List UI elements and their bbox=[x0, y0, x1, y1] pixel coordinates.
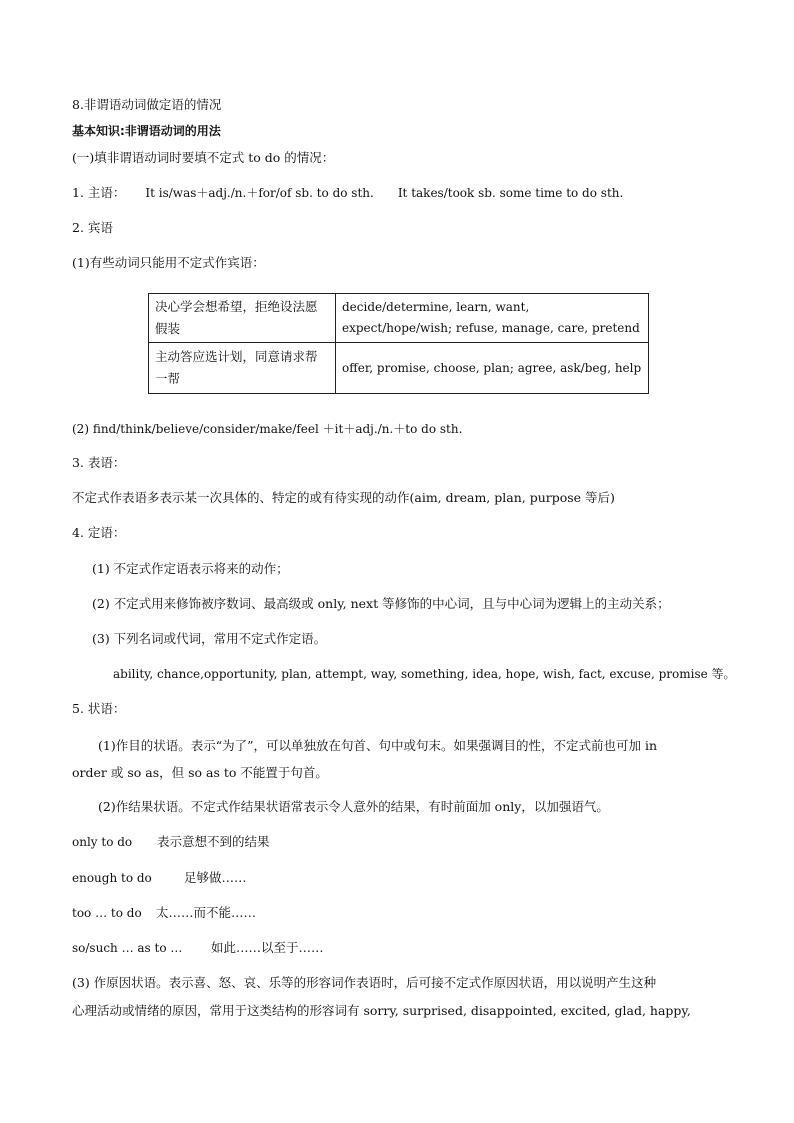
adverbial-p3-line1: (3) 作原因状语。表示喜、怒、哀、乐等的形容词作表语时，后可接不定式作原因状语，用以说明产生这种 bbox=[72, 975, 657, 990]
subject-pattern-b: It takes/took sb. some time to do sth. bbox=[397, 186, 624, 200]
predicative-text: 不定式作表语多表示某一次具体的、特定的或有待实现的动作(aim, dream, plan, purpose 等后) bbox=[72, 490, 615, 505]
item-subject bbox=[72, 184, 623, 202]
basic-knowledge-title: 基本知识:非谓语动词的用法 bbox=[72, 124, 221, 138]
table-cell-verbs: offer, promise, choose, plan; agree, ask/beg, help bbox=[336, 343, 649, 394]
phrase-zh: 如此……以至于…… bbox=[211, 940, 324, 955]
adverbial-p2: (2)作结果状语。不定式作结果状语常表示令人意外的结果，有时前面加 only，以加强语气。 bbox=[98, 799, 609, 814]
phrase-zh: 太……而不能…… bbox=[156, 905, 257, 920]
item-subject-label: 1. 主语： bbox=[72, 185, 126, 200]
attributive-p3: (3) 下列名词或代词，常用不定式作定语。 bbox=[92, 631, 327, 646]
item-adverbial-label: 5. 状语： bbox=[72, 701, 126, 716]
phrase-en: too … to do bbox=[72, 906, 142, 920]
attributive-p2: (2) 不定式用来修饰被序数词、最高级或 only, next 等修饰的中心词，且与中心词为逻辑上的主动关系； bbox=[92, 596, 670, 611]
phrase-zh: 足够做…… bbox=[184, 870, 247, 885]
phrase-en: so/such … as to … bbox=[72, 941, 183, 955]
phrase-en: only to do bbox=[72, 835, 133, 849]
item-predicative-label: 3. 表语： bbox=[72, 455, 126, 470]
table-cell-mnemonic: 主动答应选计划，同意请求帮一帮 bbox=[149, 343, 336, 394]
object-sub1: (1)有些动词只能用不定式作宾语： bbox=[72, 255, 265, 270]
item-attributive-label: 4. 定语： bbox=[72, 525, 126, 540]
attributive-p1: (1) 不定式作定语表示将来的动作； bbox=[92, 561, 289, 576]
phrase-en: enough to do bbox=[72, 871, 152, 885]
adverbial-p1-line2: order 或 so as，但 so as to 不能置于句首。 bbox=[72, 765, 328, 780]
adverbial-p3-line2: 心理活动或情绪的原因，常用于这类结构的形容词有 sorry, surprised, disappointed, excited, glad, happy, bbox=[72, 1003, 691, 1018]
table-row bbox=[149, 343, 649, 394]
verb-table bbox=[148, 293, 649, 394]
adverbial-p1-line1: (1)作目的状语。表示“为了”，可以单独放在句首、句中或句末。如果强调目的性，不定式前也可加 in bbox=[98, 738, 658, 753]
table-cell-verbs: decide/determine, learn, want, expect/hope/wish; refuse, manage, care, pretend bbox=[336, 294, 649, 343]
item-object-label: 2. 宾语 bbox=[72, 220, 113, 235]
table-row bbox=[149, 294, 649, 343]
subject-pattern-a: It is/was＋adj./n.＋for/of sb. to do sth. bbox=[145, 186, 374, 200]
section-heading: 8.非谓语动词做定语的情况 bbox=[72, 97, 222, 112]
phrase-zh: 表示意想不到的结果 bbox=[157, 834, 270, 849]
infinitive-cases-intro: (一)填非谓语动词时要填不定式 to do 的情况： bbox=[72, 150, 335, 165]
object-sub2: (2) find/think/believe/consider/make/feel ＋it＋adj./n.＋to do sth. bbox=[72, 422, 463, 436]
attributive-word-list: ability, chance,opportunity, plan, attempt, way, something, idea, hope, wish, fact, excuse, promise 等。 bbox=[113, 667, 736, 681]
table-cell-mnemonic: 决心学会想希望，拒绝设法愿假装 bbox=[149, 294, 336, 343]
